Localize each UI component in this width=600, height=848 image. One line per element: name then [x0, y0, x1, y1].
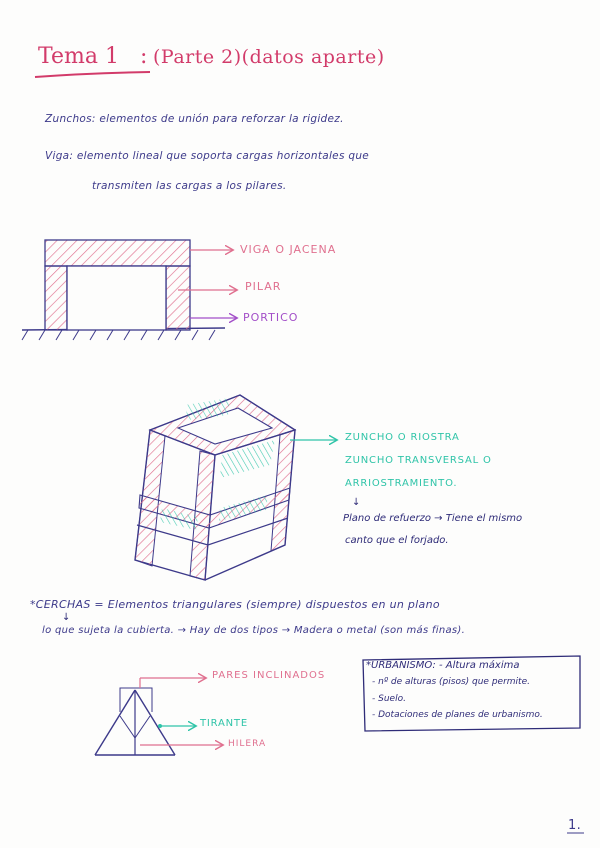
definition-viga-line2: transmiten las cargas a los pilares. [92, 180, 287, 192]
title-separator: : [140, 44, 148, 69]
label-pares-inclinados: PARES INCLINADOS [212, 670, 326, 681]
page-title: Tema 1 [38, 44, 119, 69]
arrow-down-icon: ↓ [62, 612, 71, 623]
definition-viga-line1: Viga: elemento lineal que soporta cargas horizontales que [45, 150, 370, 162]
title-underline [35, 72, 150, 77]
zuncho-diagram [135, 395, 336, 580]
label-pilar: PILAR [245, 280, 282, 293]
cerchas-definition: *CERCHAS = Elementos triangulares (siempre) dispuestos en un plano [30, 598, 440, 611]
urbanismo-item: - nº de alturas (pisos) que permite. [372, 677, 530, 687]
definition-zunchos: Zunchos: elementos de unión para reforzar la rigidez. [45, 113, 344, 125]
label-tirante: TIRANTE [200, 718, 248, 729]
page-number: 1. [568, 818, 582, 833]
label-zuncho-riostra: ZUNCHO O RIOSTRA [345, 432, 460, 443]
urbanismo-item: - Dotaciones de planes de urbanismo. [372, 710, 543, 720]
cercha-diagram [95, 678, 222, 755]
label-arriostramiento: ARRIOSTRAMIENTO. [345, 478, 458, 489]
portico-diagram [22, 240, 236, 340]
label-hilera: HILERA [228, 739, 267, 749]
label-viga-jacena: VIGA O JACENA [240, 243, 337, 256]
label-portico: PORTICO [243, 311, 299, 324]
note-canto-forjado: canto que el forjado. [345, 535, 449, 546]
label-zuncho-transversal: ZUNCHO TRANSVERSAL O [345, 455, 492, 466]
page-subtitle: (Parte 2)(datos aparte) [153, 46, 385, 68]
arrow-down-icon: ↓ [352, 497, 361, 508]
urbanismo-item: - Suelo. [372, 694, 406, 704]
urbanismo-title: *URBANISMO: - Altura máxima [366, 660, 520, 671]
note-plano-refuerzo: Plano de refuerzo → Tiene el mismo [343, 513, 523, 524]
cerchas-cubierta: lo que sujeta la cubierta. → Hay de dos tipos → Madera o metal (son más finas). [42, 625, 466, 636]
